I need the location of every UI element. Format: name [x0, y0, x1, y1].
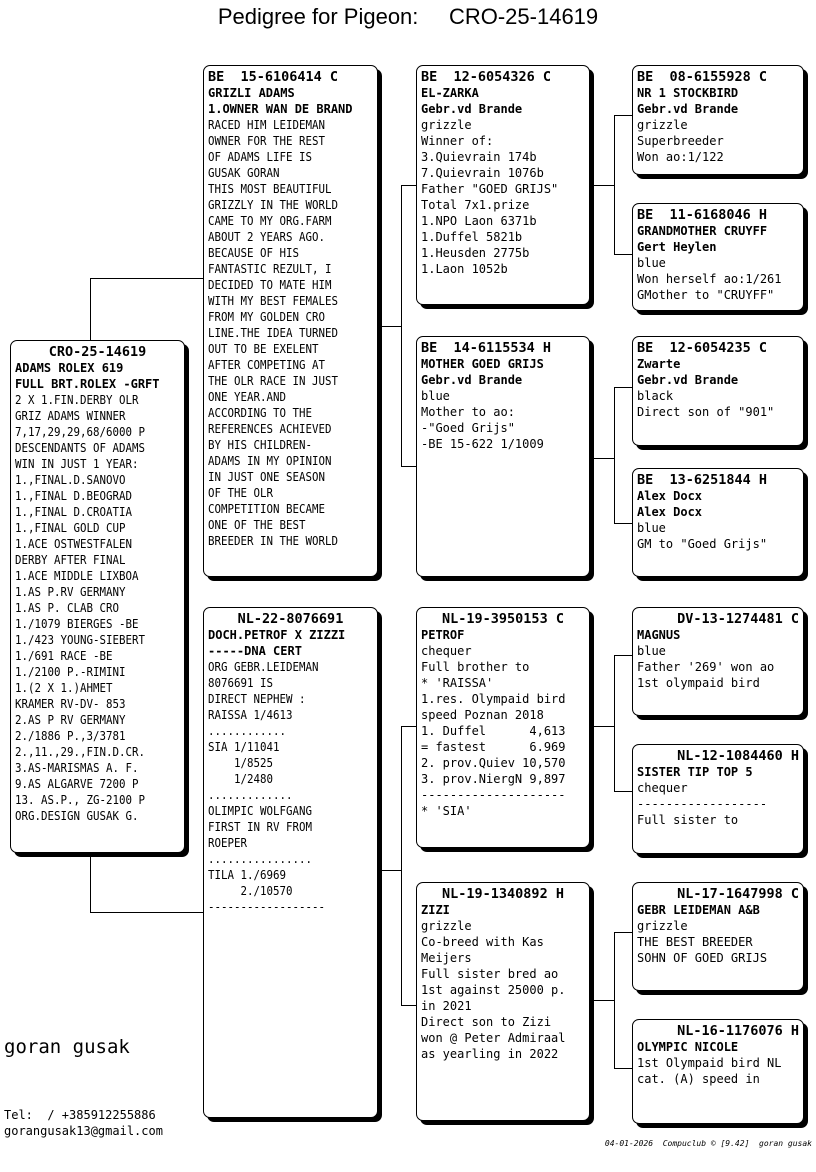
note-line: * 'RAISSA' [421, 676, 494, 690]
note-line: ORG.DESIGN GUSAK G. [15, 809, 139, 823]
pigeon-color: blue [637, 256, 666, 270]
note-line: ONE OF THE BEST [208, 518, 306, 532]
breeder-name: Gebr.vd Brande [421, 373, 523, 387]
pigeon-color: grizzle [637, 118, 688, 132]
owner-phone: Tel: / +385912255886 [4, 1108, 156, 1122]
connector-line [614, 655, 633, 656]
breeder-name: -----DNA CERT [208, 644, 302, 658]
ring-number: DV-13-1274481 C [677, 611, 799, 627]
note-line: ADAMS IN MY OPINION [208, 454, 332, 468]
note-line: RACED HIM LEIDEMAN [208, 118, 326, 132]
note-line: ------------------ [637, 797, 768, 811]
note-line: 1./1079 BIERGES -BE [15, 617, 139, 631]
note-line: Full sister to [637, 813, 739, 827]
note-line: 3.AS-MARISMAS A. F. [15, 761, 139, 775]
ring-number: NL-12-1084460 H [677, 748, 799, 764]
note-line: OUT TO BE EXELENT [208, 342, 319, 356]
sire-sire-card [416, 65, 590, 305]
note-line: ORG GEBR.LEIDEMAN [208, 660, 319, 674]
note-line: OLIMPIC WOLFGANG [208, 804, 313, 818]
note-line: SIA 1/11041 [208, 740, 280, 754]
note-line: GMother to "CRUYFF" [637, 288, 775, 302]
note-line: DECIDED TO MATE HIM [208, 278, 332, 292]
pigeon-color: grizzle [421, 919, 472, 933]
note-line: 3. prov.NiergN 9,897 [421, 772, 566, 786]
note-line: * 'SIA' [421, 804, 472, 818]
note-line: Total 7x1.prize [421, 198, 530, 212]
note-line: OF ADAMS LIFE IS [208, 150, 313, 164]
owner-name: goran gusak [4, 1036, 130, 1058]
note-line: THE OLR RACE IN JUST [208, 374, 339, 388]
dss-card [632, 607, 804, 716]
connector-line [614, 932, 615, 1069]
connector-line [614, 932, 633, 933]
ring-number: BE 11-6168046 H [637, 207, 768, 223]
note-line: 1.res. Olympaid bird [421, 692, 566, 706]
pigeon-strain: FULL BRT.ROLEX -GRFT [15, 377, 160, 391]
connector-line [614, 1068, 633, 1069]
dds-card [632, 882, 804, 991]
note-line: 1./2100 P.-RIMINI [15, 665, 126, 679]
note-line: 1.,FINAL D.CROATIA [15, 505, 133, 519]
note-line: THIS MOST BEAUTIFUL [208, 182, 332, 196]
note-line: 1/2480 [208, 772, 274, 786]
connector-line [614, 115, 633, 116]
pigeon-name: OLYMPIC NICOLE [637, 1040, 739, 1054]
sire-card [203, 65, 378, 577]
connector-line [401, 726, 402, 1006]
owner-contact [4, 1107, 163, 1139]
pigeon-name: ADAMS ROLEX 619 [15, 361, 124, 375]
note-line: OWNER FOR THE REST [208, 134, 326, 148]
note-line: 1.AS P. CLAB CRO [15, 601, 120, 615]
ring-number: BE 12-6054235 C [637, 340, 768, 356]
pigeon-name: DOCH.PETROF X ZIZZI [208, 628, 346, 642]
ring-number: BE 08-6155928 C [637, 69, 768, 85]
note-line: Meijers [421, 951, 472, 965]
breeder-name: Alex Docx [637, 505, 703, 519]
note-line: Co-breed with Kas [421, 935, 544, 949]
note-line: 2./10570 [208, 884, 293, 898]
note-line: cat. (A) speed in [637, 1072, 760, 1086]
breeder-name: 1.OWNER WAN DE BRAND [208, 102, 353, 116]
note-line: BY HIS CHILDREN- [208, 438, 313, 452]
note-line: 1.Heusden 2775b [421, 246, 530, 260]
pigeon-color: black [637, 389, 674, 403]
pigeon-name: GEBR LEIDEMAN A&B [637, 903, 760, 917]
pigeon-name: EL-ZARKA [421, 86, 479, 100]
note-line: Direct son to Zizi [421, 1015, 552, 1029]
pigeon-name: Zwarte [637, 357, 681, 371]
footer-credit: 04-01-2026 Compuclub © [9.42] goran gusak [604, 1139, 812, 1148]
connector-line [90, 278, 204, 279]
note-line: -------------------- [421, 788, 566, 802]
note-line: REFERENCES ACHIEVED [208, 422, 332, 436]
owner-email: gorangusak13@gmail.com [4, 1124, 163, 1138]
note-line: ................ [208, 852, 313, 866]
sss-card [632, 65, 804, 175]
note-line: 1st against 25000 p. [421, 983, 566, 997]
pigeon-name: MAGNUS [637, 628, 681, 642]
note-line: GUSAK GORAN [208, 166, 280, 180]
connector-line [614, 115, 615, 255]
note-line: ONE YEAR.AND [208, 390, 287, 404]
note-line: 2./1886 P.,3/3781 [15, 729, 126, 743]
sds-card [632, 336, 804, 446]
note-line: CAME TO MY ORG.FARM [208, 214, 332, 228]
pigeon-color: grizzle [637, 919, 688, 933]
note-line: ............ [208, 724, 287, 738]
connector-line [614, 523, 633, 524]
pigeon-name: Alex Docx [637, 489, 703, 503]
connector-line [590, 185, 614, 186]
note-line: 2 X 1.FIN.DERBY OLR [15, 393, 139, 407]
note-line: LINE.THE IDEA TURNED [208, 326, 339, 340]
breeder-name: Gert Heylen [637, 240, 717, 254]
note-line: 1st Olympaid bird NL [637, 1056, 782, 1070]
pigeon-name: MOTHER GOED GRIJS [421, 357, 544, 371]
note-line: Won herself ao:1/261 [637, 272, 782, 286]
note-line: 13. AS.P., ZG-2100 P [15, 793, 146, 807]
note-line: 1./691 RACE -BE [15, 649, 113, 663]
connector-line [614, 387, 615, 524]
note-line: IN JUST ONE SEASON [208, 470, 326, 484]
ring-number: NL-19-3950153 C [442, 611, 564, 627]
note-line: GM to "Goed Grijs" [637, 537, 768, 551]
note-line: DESCENDANTS OF ADAMS [15, 441, 146, 455]
note-line: WITH MY BEST FEMALES [208, 294, 339, 308]
dam-dam-card [416, 882, 590, 1121]
connector-line [401, 466, 417, 467]
note-line: Full sister bred ao [421, 967, 559, 981]
sire-dam-card [416, 336, 590, 577]
note-line: 8076691 IS [208, 676, 274, 690]
note-line: Superbreeder [637, 134, 724, 148]
note-line: 1.AS P.RV GERMANY [15, 585, 126, 599]
connector-line [90, 853, 91, 913]
note-line: 1.Duffel 5821b [421, 230, 523, 244]
ring-number: NL-17-1647998 C [677, 886, 799, 902]
connector-line [590, 1000, 614, 1001]
connector-line [378, 326, 402, 327]
note-line: Direct son of "901" [637, 405, 775, 419]
connector-line [614, 254, 633, 255]
note-line: Father '269' won ao [637, 660, 775, 674]
connector-line [614, 655, 615, 792]
ring-number: BE 15-6106414 C [208, 69, 339, 85]
breeder-name: Gebr.vd Brande [637, 102, 739, 116]
note-line: DIRECT NEPHEW : [208, 692, 306, 706]
note-line: Winner of: [421, 134, 494, 148]
pigeon-name: NR 1 STOCKBIRD [637, 86, 739, 100]
connector-line [90, 278, 91, 340]
breeder-name: Gebr.vd Brande [421, 102, 523, 116]
note-line: 1.,FINAL D.BEOGRAD [15, 489, 133, 503]
note-line: FIRST IN RV FROM [208, 820, 313, 834]
note-line: ROEPER [208, 836, 248, 850]
note-line: ............. [208, 788, 293, 802]
pigeon-name: GRANDMOTHER CRUYFF [637, 224, 768, 238]
note-line: SOHN OF GOED GRIJS [637, 951, 768, 965]
connector-line [401, 726, 417, 727]
note-line: 1.ACE MIDDLE LIXBOA [15, 569, 139, 583]
note-line: OF THE OLR [208, 486, 274, 500]
connector-line [90, 912, 204, 913]
pigeon-color: blue [421, 389, 450, 403]
dam-sire-card [416, 607, 590, 848]
note-line: 1.,FINAL.D.SANOVO [15, 473, 126, 487]
ssd-card [632, 203, 804, 311]
subject-card [10, 340, 185, 853]
note-line: DERBY AFTER FINAL [15, 553, 126, 567]
note-line: ------------------ [208, 900, 326, 914]
connector-line [614, 791, 633, 792]
dsd-card [632, 744, 804, 854]
note-line: FANTASTIC REZULT, I [208, 262, 332, 276]
note-line: 7.Quievrain 1076b [421, 166, 544, 180]
note-line: as yearling in 2022 [421, 1047, 559, 1061]
connector-line [378, 870, 402, 871]
pigeon-color: blue [637, 521, 666, 535]
note-line: won @ Peter Admiraal [421, 1031, 566, 1045]
note-line: BECAUSE OF HIS [208, 246, 300, 260]
note-line: 1/8525 [208, 756, 274, 770]
ring-number: CRO-25-14619 [48, 344, 147, 360]
note-line: KRAMER RV-DV- 853 [15, 697, 126, 711]
note-line: Full brother to [421, 660, 530, 674]
note-line: COMPETITION BECAME [208, 502, 326, 516]
note-line: -"Goed Grijs" [421, 421, 515, 435]
pigeon-name: PETROF [421, 628, 465, 642]
note-line: ABOUT 2 YEARS AGO. [208, 230, 326, 244]
breeder-name: Gebr.vd Brande [637, 373, 739, 387]
note-line: 1./423 YOUNG-SIEBERT [15, 633, 146, 647]
pigeon-name: GRIZLI ADAMS [208, 86, 295, 100]
pigeon-color: chequer [637, 781, 688, 795]
note-line: 2.AS P RV GERMANY [15, 713, 126, 727]
note-line: 9.AS ALGARVE 7200 P [15, 777, 139, 791]
note-line: 2.,11.,29.,FIN.D.CR. [15, 745, 146, 759]
note-line: Won ao:1/122 [637, 150, 724, 164]
sdd-card [632, 468, 804, 577]
ring-number: BE 13-6251844 H [637, 472, 768, 488]
note-line: 1.,FINAL GOLD CUP [15, 521, 126, 535]
note-line: 1.(2 X 1.)AHMET [15, 681, 113, 695]
pigeon-color: blue [637, 644, 666, 658]
note-line: Mother to ao: [421, 405, 515, 419]
note-line: Father "GOED GRIJS" [421, 182, 559, 196]
connector-line [401, 185, 402, 466]
note-line: in 2021 [421, 999, 472, 1013]
connector-line [401, 185, 417, 186]
ring-number: NL-16-1176076 H [677, 1023, 799, 1039]
note-line: RAISSA 1/4613 [208, 708, 293, 722]
note-line: 1. Duffel 4,613 [421, 724, 566, 738]
note-line: AFTER COMPETING AT [208, 358, 326, 372]
page-title: Pedigree for Pigeon: CRO-25-14619 [217, 4, 599, 29]
note-line: WIN IN JUST 1 YEAR: [15, 457, 139, 471]
note-line: 2. prov.Quiev 10,570 [421, 756, 566, 770]
pigeon-name: SISTER TIP TOP 5 [637, 765, 753, 779]
pigeon-color: chequer [421, 644, 472, 658]
note-line: THE BEST BREEDER [637, 935, 753, 949]
ring-number: BE 12-6054326 C [421, 69, 552, 85]
dam-card [203, 607, 378, 1118]
pigeon-color: grizzle [421, 118, 472, 132]
note-line: 7,17,29,29,68/6000 P [15, 425, 146, 439]
ring-number: BE 14-6115534 H [421, 340, 552, 356]
ddd-card [632, 1019, 804, 1124]
note-line: 1.ACE OSTWESTFALEN [15, 537, 133, 551]
connector-line [590, 726, 614, 727]
note-line: BREEDER IN THE WORLD [208, 534, 339, 548]
note-line: GRIZZLY IN THE WORLD [208, 198, 339, 212]
connector-line [401, 1005, 417, 1006]
connector-line [590, 458, 614, 459]
note-line: GRIZ ADAMS WINNER [15, 409, 126, 423]
ring-number: NL-19-1340892 H [442, 886, 564, 902]
note-line: 1st olympaid bird [637, 676, 760, 690]
note-line: -BE 15-622 1/1009 [421, 437, 544, 451]
note-line: TILA 1./6969 [208, 868, 287, 882]
note-line: 1.NPO Laon 6371b [421, 214, 537, 228]
note-line: ACCORDING TO THE [208, 406, 313, 420]
connector-line [614, 387, 633, 388]
pigeon-name: ZIZI [421, 903, 450, 917]
note-line: FROM MY GOLDEN CRO [208, 310, 326, 324]
note-line: 3.Quievrain 174b [421, 150, 537, 164]
ring-number: NL-22-8076691 [237, 611, 344, 627]
note-line: 1.Laon 1052b [421, 262, 508, 276]
note-line: speed Poznan 2018 [421, 708, 544, 722]
note-line: = fastest 6.969 [421, 740, 566, 754]
